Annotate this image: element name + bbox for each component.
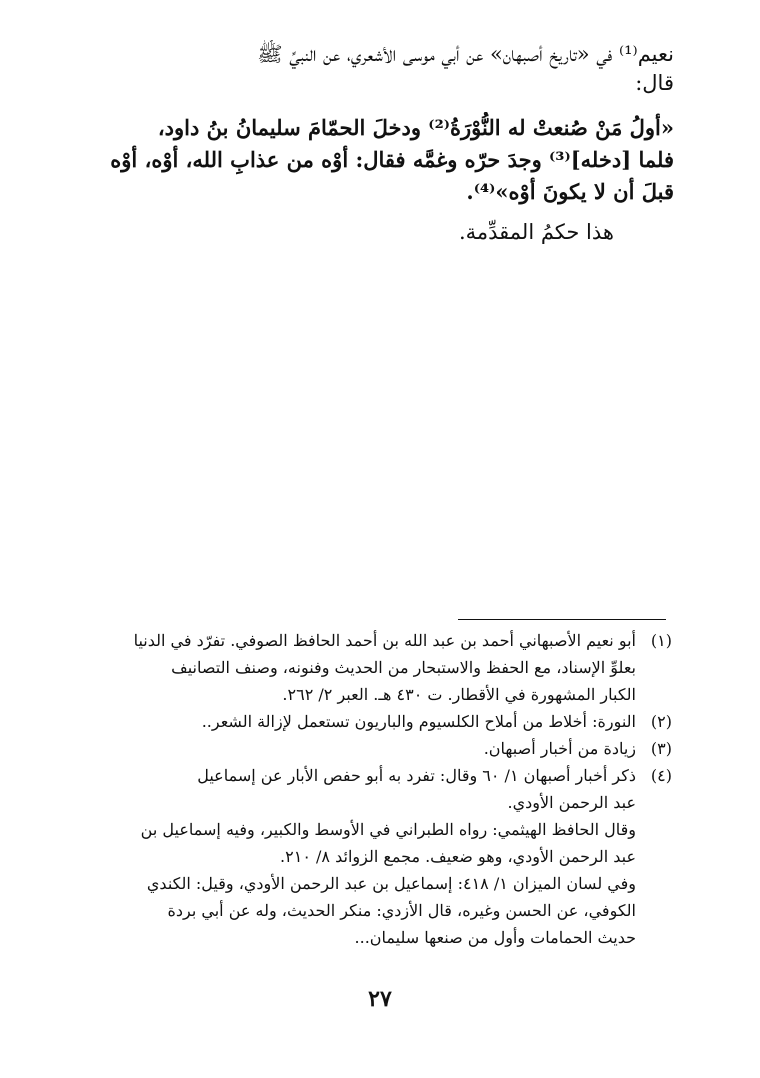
hadith-line-1: «أولُ مَنْ صُنعتْ له النُّوْرَةُ⁽²⁾ ودخلَ الحمّامَ سليمانُ بنُ داود، <box>157 115 674 140</box>
footnote-4-continuation-2 <box>96 870 672 951</box>
footnote-4 <box>96 762 672 816</box>
footnote-line: ذكر أخبار أصبهان ١/ ٦٠ وقال: تفرد به أبو حفص الأبار عن إسماعيل <box>197 766 636 785</box>
conclusion-line: هذا حكمُ المقدِّمة. <box>458 220 614 244</box>
footnote-line: الكبار المشهورة في الأقطار. ت ٤٣٠ هـ. العبر ٢/ ٢٦٢. <box>282 685 636 704</box>
hadith-line-2: فلما [دخله]⁽³⁾ وجدَ حرّه وغمَّه فقال: أوْه من عذابِ الله، أوْه، أوْه <box>110 147 674 172</box>
footnote-number: (٣) <box>650 739 672 758</box>
footnote-line: حديث الحمامات وأول من صنعها سليمان... <box>354 928 636 947</box>
footnote-1 <box>96 627 672 708</box>
footnote-line: أبو نعيم الأصبهاني أحمد بن عبد الله بن أحمد الحافظ الصوفي. تفرّد في الدنيا <box>133 631 636 650</box>
footnote-number: (٤) <box>650 766 672 785</box>
main-text <box>100 40 674 247</box>
footnotes <box>96 627 672 951</box>
footnote-body <box>96 708 636 735</box>
footnote-2 <box>96 708 672 735</box>
footnote-line: بعلوِّ الإسناد، مع الحفظ والاستبحار من الحديث وفنونه، وصنف التصانيف <box>171 658 636 677</box>
footnote-body <box>96 762 636 816</box>
conclusion-paragraph <box>100 218 674 247</box>
footnote-line: زيادة من أخبار أصبهان. <box>483 739 636 758</box>
footnote-body <box>96 735 636 762</box>
footnote-number: (١) <box>650 631 672 650</box>
footnote-number: (٢) <box>650 712 672 731</box>
footnote-line: عبد الرحمن الأودي. <box>507 793 636 812</box>
footnote-line: عبد الرحمن الأودي، وهو ضعيف. مجمع الزوائد ٨/ ٢١٠. <box>280 847 636 866</box>
footnote-line: الكوفي، عن الحسن وغيره، قال الأزدي: منكر الحديث، وله عن أبي بردة <box>167 901 636 920</box>
intro-line-1: نعيم⁽¹⁾ في «تاريخِ أصبهان» عن أبي موسى الأشعري، عن النبيِّ ﷺ <box>257 42 674 66</box>
footnote-4-continuation-1 <box>96 816 672 870</box>
intro-line-2: قال: <box>635 71 674 95</box>
footnote-line: وفي لسان الميزان ١/ ٤١٨: إسماعيل بن عبد الرحمن الأودي، وقيل: الكندي <box>146 874 636 893</box>
footnote-line: النورة: أخلاط من أملاح الكلسيوم والباريون تستعمل لإزالة الشعر.. <box>201 712 636 731</box>
footnote-separator <box>458 619 666 620</box>
footnote-3 <box>96 735 672 762</box>
footnote-body <box>96 627 636 708</box>
page-number: ٢٧ <box>368 986 392 1012</box>
hadith-line-3: قبلَ أن لا يكونَ أوْه»⁽⁴⁾. <box>466 179 674 204</box>
footnote-line: وقال الحافظ الهيثمي: رواه الطبراني في الأوسط والكبير، وفيه إسماعيل بن <box>140 820 636 839</box>
hadith-block <box>100 112 674 208</box>
